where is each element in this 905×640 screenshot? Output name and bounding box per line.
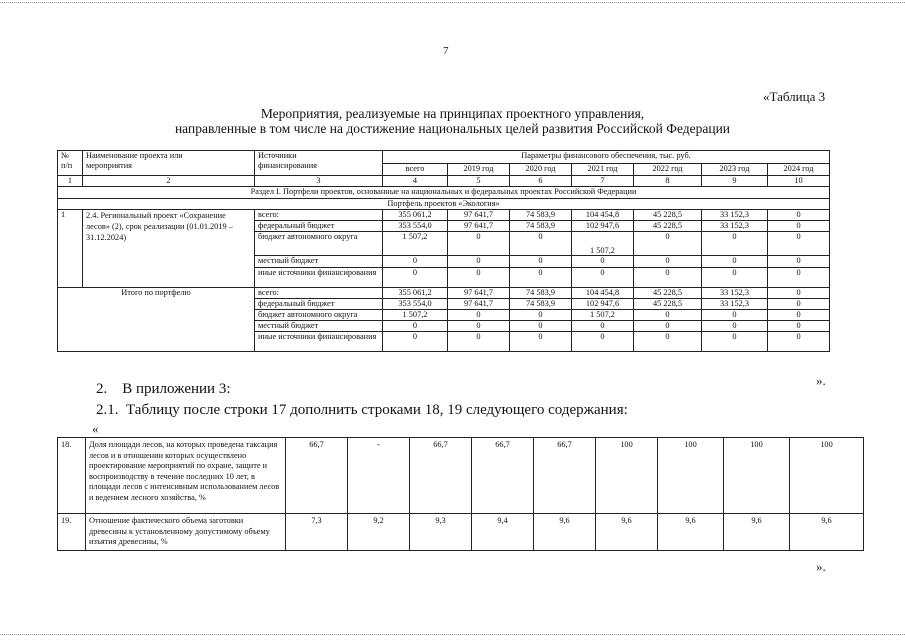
value-cell: 74 583,9 bbox=[510, 221, 572, 232]
page-number: 7 bbox=[443, 45, 449, 57]
value-cell: 0 bbox=[634, 310, 702, 321]
indicator-name: Доля площади лесов, на которых проведена таксация лесов и в отношении которых осуществлено проектирование мероприятий по охране, защите и воспроизводству в течение последних 10 лет, в площади лесов с интенсивным использованием лесов и ведением лесного хозяйства, % bbox=[86, 438, 286, 514]
col-number: 8 bbox=[634, 176, 702, 187]
value-cell: 0 bbox=[383, 321, 448, 332]
header-year-2023: 2023 год bbox=[702, 164, 768, 176]
value-cell: 0 bbox=[768, 256, 830, 268]
table-reference: «Таблица 3 bbox=[763, 89, 826, 104]
scan-edge-top bbox=[0, 2, 905, 3]
project-name: 2.4. Региональный проект «Сохранение лесов» (2), срок реализации (01.01.2019 – 31.12.2024) bbox=[83, 210, 255, 288]
header-year-total: всего bbox=[383, 164, 448, 176]
header-year-2019: 2019 год bbox=[448, 164, 510, 176]
value-cell: 74 583,9 bbox=[510, 210, 572, 221]
value-cell: 74 583,9 bbox=[510, 288, 572, 299]
appendix-item: 2. В приложении 3: bbox=[96, 381, 231, 397]
value-cell: 104 454,8 bbox=[572, 288, 634, 299]
header-year-2021: 2021 год bbox=[572, 164, 634, 176]
value-cell: 0 bbox=[383, 268, 448, 288]
value-cell: 0 bbox=[572, 321, 634, 332]
value-cell: 0 bbox=[572, 256, 634, 268]
appendix-subitem: 2.1. Таблицу после строки 17 дополнить строками 18, 19 следующего содержания: bbox=[96, 402, 628, 418]
source-label: иные источники финансирования bbox=[255, 332, 383, 352]
source-label: бюджет автономного округа bbox=[255, 232, 383, 256]
value-cell: 0 bbox=[383, 256, 448, 268]
value-cell: 1 507,2 bbox=[383, 232, 448, 256]
value-cell: 1 507,2 bbox=[383, 310, 448, 321]
header-year-2022: 2022 год bbox=[634, 164, 702, 176]
header-year-2020: 2020 год bbox=[510, 164, 572, 176]
value-cell: 355 061,2 bbox=[383, 210, 448, 221]
closing-quote-2: ». bbox=[816, 559, 826, 574]
indicator-value: 9,4 bbox=[472, 514, 534, 551]
value-cell: 0 bbox=[572, 268, 634, 288]
indicator-value: 100 bbox=[724, 438, 790, 514]
financing-table bbox=[57, 150, 830, 352]
indicators-table bbox=[57, 437, 864, 551]
portfolio-total-label: Итого по портфелю bbox=[58, 288, 255, 352]
value-cell: 97 641,7 bbox=[448, 221, 510, 232]
header-financing-group: Параметры финансового обеспечения, тыс. руб. bbox=[383, 151, 830, 164]
value-cell: 33 152,3 bbox=[702, 299, 768, 310]
value-cell: 0 bbox=[634, 256, 702, 268]
value-cell: 45 228,5 bbox=[634, 299, 702, 310]
value-cell: 0 bbox=[634, 268, 702, 288]
value-cell: 0 bbox=[634, 321, 702, 332]
col-number: 1 bbox=[58, 176, 83, 187]
value-cell: 0 bbox=[383, 332, 448, 352]
value-cell: 0 bbox=[572, 332, 634, 352]
header-no: № п/п bbox=[58, 151, 83, 176]
col-number: 6 bbox=[510, 176, 572, 187]
value-cell: 33 152,3 bbox=[702, 221, 768, 232]
source-label: иные источники финансирования bbox=[255, 268, 383, 288]
source-label: местный бюджет bbox=[255, 321, 383, 332]
value-cell: 0 bbox=[448, 256, 510, 268]
source-label: бюджет автономного округа bbox=[255, 310, 383, 321]
col-number: 7 bbox=[572, 176, 634, 187]
indicator-value: 66,7 bbox=[286, 438, 348, 514]
source-label: всего: bbox=[255, 210, 383, 221]
project-no: 1 bbox=[58, 210, 83, 288]
col-number: 2 bbox=[83, 176, 255, 187]
value-cell: 97 641,7 bbox=[448, 288, 510, 299]
indicator-value: 66,7 bbox=[534, 438, 596, 514]
closing-quote-1: ». bbox=[816, 373, 826, 388]
value-cell: 0 bbox=[768, 310, 830, 321]
indicator-value: 9,6 bbox=[658, 514, 724, 551]
value-cell: 0 bbox=[510, 310, 572, 321]
portfolio-row: Портфель проектов «Экология» bbox=[58, 199, 830, 210]
value-cell: 0 bbox=[448, 232, 510, 256]
value-cell: 0 bbox=[634, 232, 702, 256]
value-cell: 0 bbox=[448, 332, 510, 352]
value-cell: 0 bbox=[702, 256, 768, 268]
value-cell: 0 bbox=[510, 268, 572, 288]
indicator-name: Отношение фактического объема заготовки древесины к установленному допустимому объему изъятия древесины, % bbox=[86, 514, 286, 551]
value-cell: 1 507,2 bbox=[572, 310, 634, 321]
value-cell: 0 bbox=[448, 310, 510, 321]
value-cell: 104 454,8 bbox=[572, 210, 634, 221]
value-cell: 0 bbox=[702, 332, 768, 352]
indicator-value: - bbox=[348, 438, 410, 514]
value-cell: 0 bbox=[768, 288, 830, 299]
value-cell: 97 641,7 bbox=[448, 210, 510, 221]
indicator-value: 9,6 bbox=[790, 514, 864, 551]
scan-edge-bottom bbox=[0, 634, 905, 635]
indicator-value: 9,6 bbox=[596, 514, 658, 551]
source-label: всего: bbox=[255, 288, 383, 299]
value-cell: 0 bbox=[448, 321, 510, 332]
value-cell: 33 152,3 bbox=[702, 210, 768, 221]
indicator-value: 9,6 bbox=[724, 514, 790, 551]
value-cell: 0 bbox=[768, 268, 830, 288]
indicator-value: 9,6 bbox=[534, 514, 596, 551]
value-cell: 97 641,7 bbox=[448, 299, 510, 310]
value-cell: 0 bbox=[510, 256, 572, 268]
value-cell: 0 bbox=[768, 299, 830, 310]
value-cell: 0 bbox=[702, 310, 768, 321]
value-cell: 0 bbox=[768, 321, 830, 332]
col-number: 5 bbox=[448, 176, 510, 187]
section-row: Раздел I. Портфели проектов, основанные на национальных и федеральных проектах Российской Федерации bbox=[58, 187, 830, 199]
indicator-value: 7,3 bbox=[286, 514, 348, 551]
indicator-no: 19. bbox=[58, 514, 86, 551]
value-cell: 45 228,5 bbox=[634, 210, 702, 221]
value-cell: 353 554,0 bbox=[383, 221, 448, 232]
value-cell: 0 bbox=[510, 321, 572, 332]
indicator-value: 100 bbox=[596, 438, 658, 514]
value-cell: 0 bbox=[702, 321, 768, 332]
col-number: 3 bbox=[255, 176, 383, 187]
table-title-line-1: Мероприятия, реализуемые на принципах проектного управления, bbox=[260, 106, 645, 121]
indicator-value: 66,7 bbox=[410, 438, 472, 514]
value-cell: 0 bbox=[768, 210, 830, 221]
value-cell: 1 507,2 bbox=[572, 232, 634, 256]
value-cell: 33 152,3 bbox=[702, 288, 768, 299]
indicator-value: 100 bbox=[790, 438, 864, 514]
header-name: Наименование проекта или мероприятия bbox=[83, 151, 255, 176]
col-number: 10 bbox=[768, 176, 830, 187]
source-label: федеральный бюджет bbox=[255, 221, 383, 232]
header-year-2024: 2024 год bbox=[768, 164, 830, 176]
table-title-line-2: направленные в том числе на достижение национальных целей развития Российской Федерации bbox=[174, 121, 731, 136]
value-cell: 0 bbox=[702, 232, 768, 256]
indicator-no: 18. bbox=[58, 438, 86, 514]
indicator-value: 9,2 bbox=[348, 514, 410, 551]
indicator-value: 66,7 bbox=[472, 438, 534, 514]
value-cell: 0 bbox=[634, 332, 702, 352]
value-cell: 353 554,0 bbox=[383, 299, 448, 310]
value-cell: 102 947,6 bbox=[572, 221, 634, 232]
source-label: федеральный бюджет bbox=[255, 299, 383, 310]
value-cell: 0 bbox=[510, 232, 572, 256]
indicator-value: 100 bbox=[658, 438, 724, 514]
value-cell: 0 bbox=[768, 232, 830, 256]
value-cell: 45 228,5 bbox=[634, 288, 702, 299]
indicator-value: 9,3 bbox=[410, 514, 472, 551]
value-cell: 102 947,6 bbox=[572, 299, 634, 310]
value-cell: 0 bbox=[768, 221, 830, 232]
col-number: 4 bbox=[383, 176, 448, 187]
value-cell: 0 bbox=[510, 332, 572, 352]
value-cell: 45 228,5 bbox=[634, 221, 702, 232]
header-source: Источники финансирования bbox=[255, 151, 383, 176]
value-cell: 74 583,9 bbox=[510, 299, 572, 310]
value-cell: 0 bbox=[448, 268, 510, 288]
opening-quote: « bbox=[92, 421, 99, 436]
value-cell: 0 bbox=[768, 332, 830, 352]
value-cell: 355 061,2 bbox=[383, 288, 448, 299]
col-number: 9 bbox=[702, 176, 768, 187]
value-cell: 0 bbox=[702, 268, 768, 288]
source-label: местный бюджет bbox=[255, 256, 383, 268]
